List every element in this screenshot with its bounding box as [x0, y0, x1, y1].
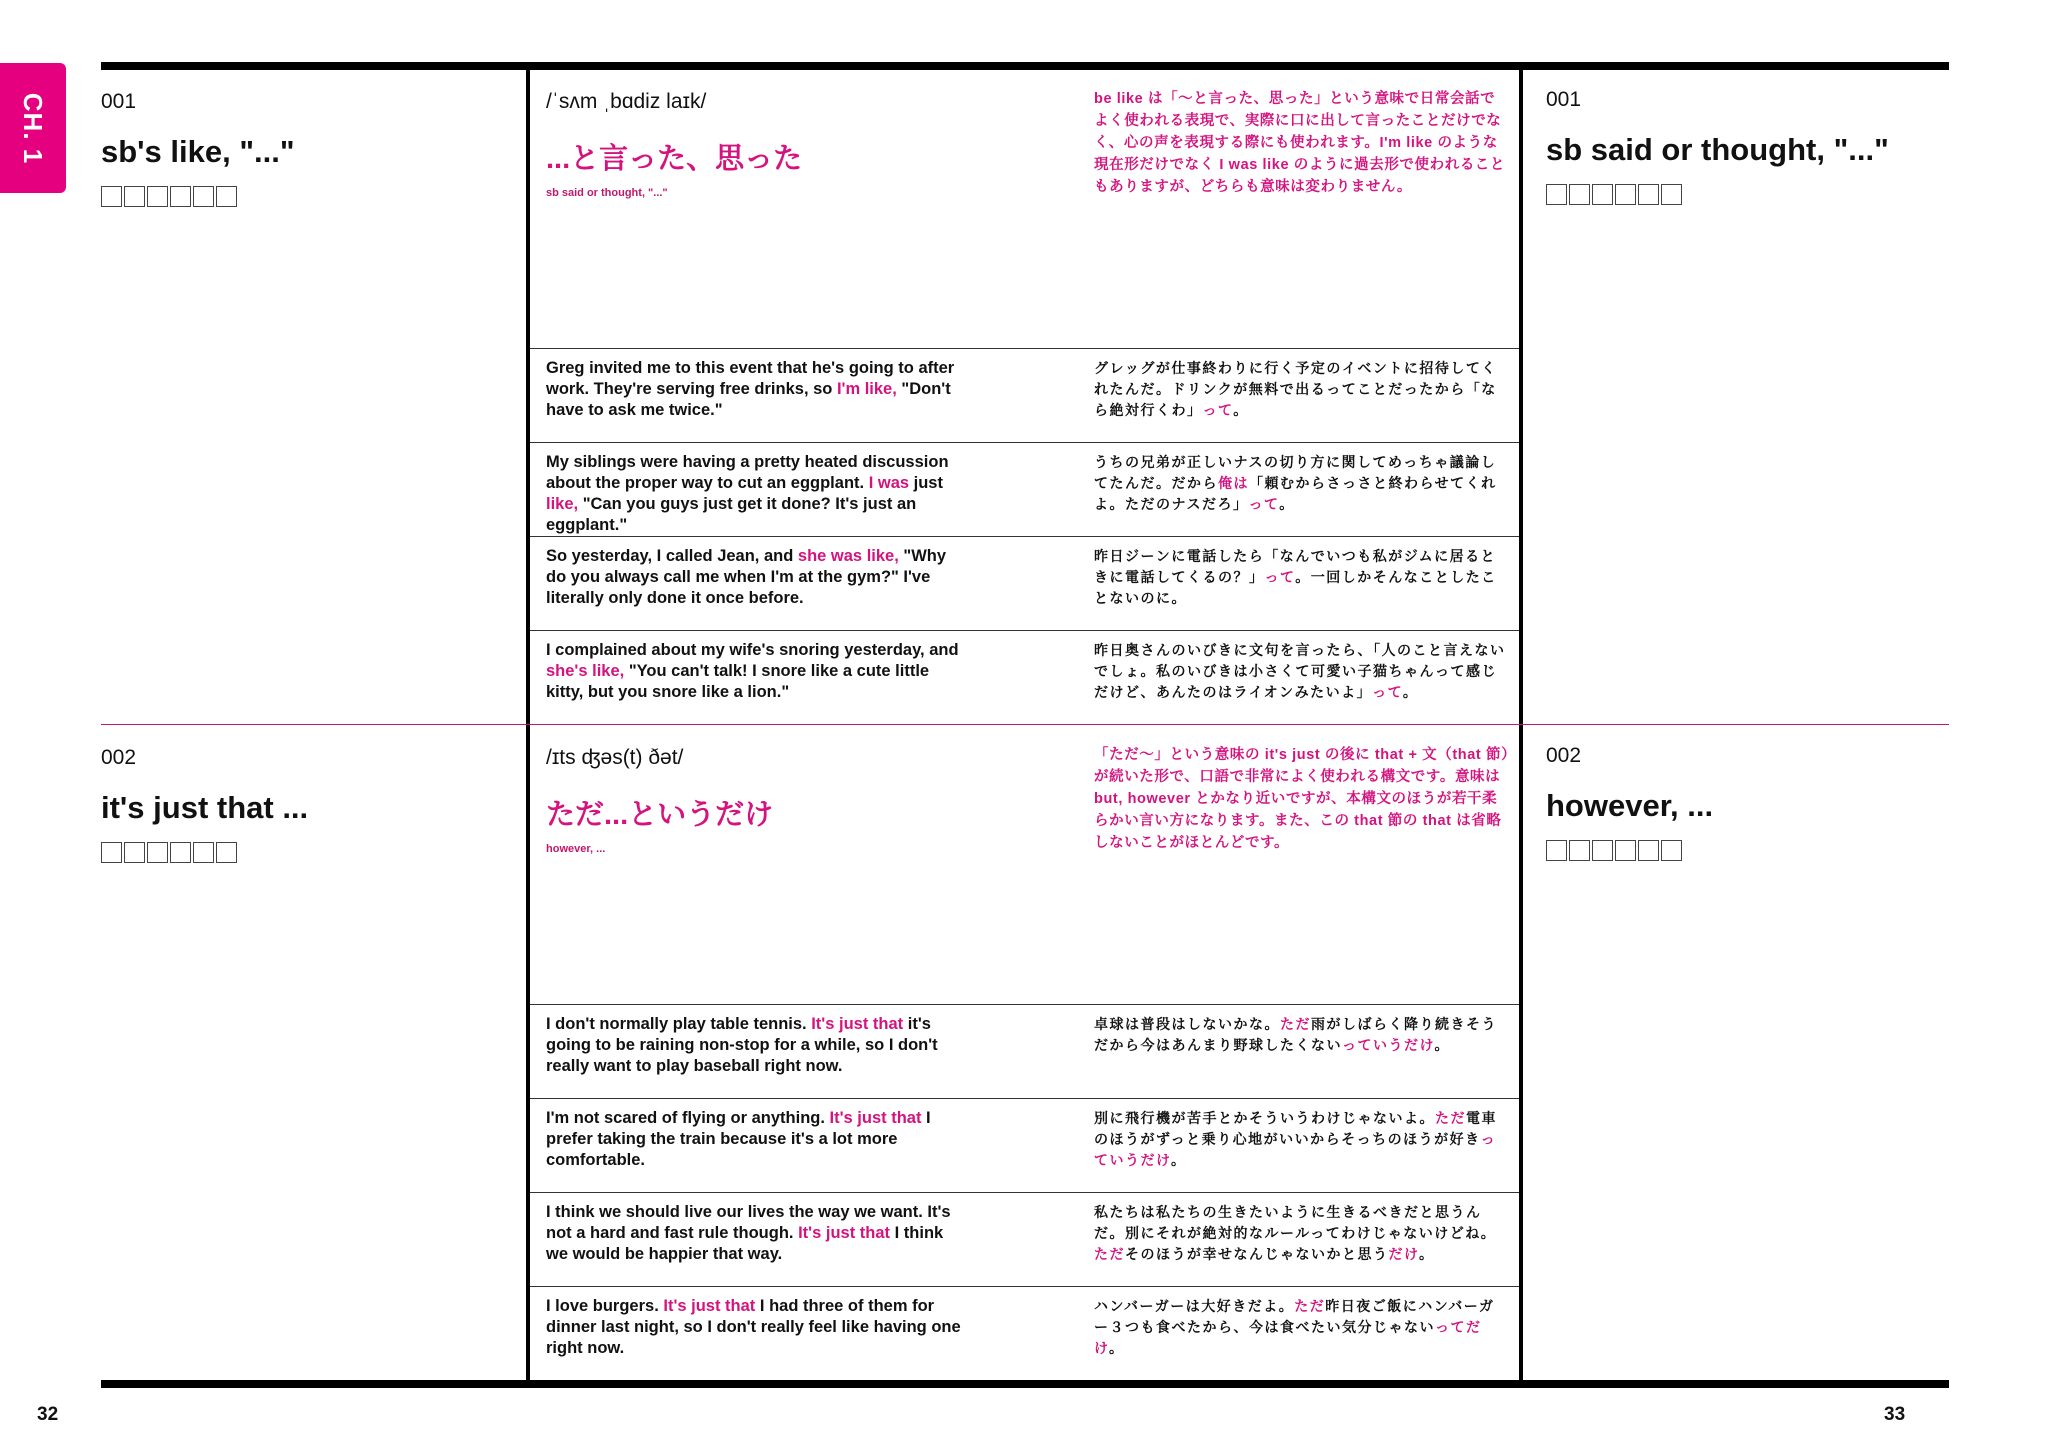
- review-checkbox[interactable]: [1592, 840, 1613, 861]
- text-run: うちの兄弟が正しいナスの切り方に関してめっちゃ議論してたんだ。だから: [1094, 454, 1497, 491]
- highlighted-phrase: It's just that: [663, 1297, 756, 1315]
- text-run: グレッグが仕事終わりに行く予定のイベントに招待してくれたんだ。ドリンクが無料で出るってことだったから「なら絶対行くわ」: [1094, 360, 1497, 418]
- top-rule: [101, 62, 1949, 70]
- text-run: "Why do you always call me when I'm at the gym?" I've literally only done it once before.: [546, 547, 947, 607]
- highlighted-phrase: I was: [868, 474, 910, 492]
- text-run: 卓球は普段はしないかな。: [1094, 1016, 1280, 1032]
- review-checkbox[interactable]: [1615, 840, 1636, 861]
- review-checkbox[interactable]: [101, 186, 122, 207]
- example-japanese: [1094, 546, 1509, 609]
- text-run: 。: [1279, 496, 1295, 512]
- entry-001-right: [1546, 88, 1889, 205]
- review-checkbox[interactable]: [147, 186, 168, 207]
- review-checkbox[interactable]: [216, 842, 237, 863]
- japanese-meaning: ...と言った、思った: [546, 143, 803, 175]
- entry-number: 001: [1546, 88, 1582, 111]
- review-checkbox[interactable]: [1661, 184, 1682, 205]
- text-run: 。: [1170, 1152, 1187, 1168]
- review-checkbox[interactable]: [124, 186, 145, 207]
- text-run: 別に飛行機が苦手とかそういうわけじゃないよ。: [1094, 1110, 1435, 1126]
- review-checkbox[interactable]: [1661, 840, 1682, 861]
- example-english: [546, 640, 966, 703]
- text-run: I had three of them for dinner last night, so I don't really feel like having one right now.: [546, 1297, 961, 1357]
- example-row: [530, 442, 1519, 536]
- review-checkbox[interactable]: [1615, 184, 1636, 205]
- text-run: I think we should live our lives the way we want. It's not a hard and fast rule though.: [546, 1203, 951, 1242]
- review-checkbox[interactable]: [1569, 840, 1590, 861]
- review-checkbox[interactable]: [1638, 840, 1659, 861]
- entry-002-right: [1546, 744, 1713, 861]
- entry-number: 001: [101, 90, 137, 113]
- example-english: [546, 546, 966, 609]
- example-row: [530, 1192, 1519, 1286]
- entry-002-left: [101, 746, 308, 863]
- text-run: ハンバーガーは大好きだよ。: [1094, 1298, 1295, 1314]
- highlighted-phrase: It's just that: [811, 1015, 904, 1033]
- example-english: [546, 1202, 966, 1265]
- text-run: 昨日夜ご飯にハンバーガー３つも食べたから、今は食べたい気分じゃない: [1094, 1298, 1495, 1335]
- text-run: My siblings were having a pretty heated discussion about the proper way to cut an eggplant.: [546, 453, 949, 492]
- highlighted-phrase: っていうだけ: [1342, 1037, 1435, 1053]
- example-row: [530, 536, 1519, 630]
- text-run: 昨日奥さんのいびきに文句を言ったら、「人のこと言えないでしょ。私のいびきは小さくて可愛い子猫ちゃんって感じだけど、あんたのはライオンみたいよ」: [1094, 642, 1506, 700]
- example-japanese: [1094, 358, 1509, 421]
- highlighted-phrase: ただ: [1294, 1298, 1326, 1314]
- example-japanese: [1094, 1108, 1509, 1171]
- page-number-left: 32: [37, 1404, 59, 1425]
- text-run: I complained about my wife's snoring yesterday, and: [546, 641, 959, 659]
- highlighted-phrase: って: [1202, 402, 1234, 418]
- text-run: "You can't talk! I snore like a cute little kitty, but you snore like a lion.": [546, 662, 930, 701]
- text-run: "Can you guys just get it done? It's just an eggplant.": [546, 495, 917, 534]
- highlighted-phrase: だけ: [1388, 1246, 1419, 1262]
- text-run: 雨がしばらく降り続きそうだから今はあんまり野球したくない: [1094, 1016, 1497, 1053]
- chapter-tab: [0, 63, 66, 193]
- text-run: 。: [1434, 1037, 1450, 1053]
- highlighted-phrase: っていうだけ: [1094, 1131, 1497, 1168]
- highlighted-phrase: she's like,: [546, 662, 625, 680]
- highlighted-phrase: ただ: [1094, 1246, 1125, 1262]
- text-run: just: [909, 474, 943, 492]
- review-checkbox[interactable]: [193, 842, 214, 863]
- usage-note: be like は「〜と言った、思った」という意味で日常会話でよく使われる表現で、実際に口に出して言ったことだけでなく、心の声を表現する際にも使われます。I'm like のような現在形だけでなく I was like のように過去形で使われることもありますが、どちらも意味は変わりません。: [1094, 91, 1506, 195]
- example-english: [546, 1014, 966, 1077]
- text-run: 「頼むからさっさと終わらせてくれよ。ただのナスだろ」: [1094, 475, 1497, 512]
- text-run: So yesterday, I called Jean, and: [546, 547, 798, 565]
- highlighted-phrase: ただ: [1435, 1110, 1466, 1126]
- entry-meaning-title: however, ...: [1546, 788, 1714, 823]
- example-row: [530, 630, 1519, 724]
- text-run: 。一回しかそんなことしたことないのに。: [1094, 569, 1497, 606]
- entry-002-header: [546, 746, 1066, 855]
- review-checkbox[interactable]: [1546, 184, 1567, 205]
- review-checkboxes: [1546, 840, 1713, 861]
- review-checkbox[interactable]: [124, 842, 145, 863]
- bottom-rule: [101, 1380, 1949, 1388]
- text-run: 。: [1108, 1340, 1125, 1356]
- example-japanese: [1094, 452, 1509, 515]
- review-checkboxes: [101, 842, 308, 863]
- review-checkbox[interactable]: [170, 842, 191, 863]
- highlighted-phrase: I'm like,: [836, 380, 897, 398]
- example-japanese: [1094, 640, 1509, 703]
- example-japanese: [1094, 1296, 1509, 1359]
- entry-phrase-title: it's just that ...: [101, 790, 309, 825]
- highlighted-phrase: she was like,: [797, 547, 899, 565]
- english-meaning: sb said or thought, "...": [546, 187, 668, 199]
- highlighted-phrase: 俺は: [1218, 475, 1249, 491]
- review-checkboxes: [101, 186, 295, 207]
- review-checkbox[interactable]: [1546, 840, 1567, 861]
- text-run: 昨日ジーンに電話したら「なんでいつも私がジムに居るときに電話してくるの？」: [1094, 548, 1497, 585]
- highlighted-phrase: って: [1248, 496, 1280, 512]
- review-checkbox[interactable]: [216, 186, 237, 207]
- review-checkbox[interactable]: [193, 186, 214, 207]
- entry-phrase-title: sb's like, "...": [101, 134, 295, 169]
- highlighted-phrase: ってだけ: [1094, 1319, 1482, 1356]
- highlighted-phrase: It's just that: [829, 1109, 922, 1127]
- highlighted-phrase: って: [1372, 684, 1403, 700]
- example-english: [546, 1108, 966, 1171]
- example-english: [546, 1296, 966, 1359]
- review-checkbox[interactable]: [1638, 184, 1659, 205]
- review-checkbox[interactable]: [101, 842, 122, 863]
- text-run: 。: [1402, 684, 1419, 700]
- review-checkbox[interactable]: [170, 186, 191, 207]
- text-run: I think we would be happier that way.: [546, 1224, 944, 1263]
- review-checkbox[interactable]: [1592, 184, 1613, 205]
- entry-001-left: [101, 90, 295, 207]
- entry-number: 002: [1546, 744, 1582, 767]
- entry-meaning-title: sb said or thought, "...": [1546, 132, 1889, 167]
- usage-note: 「ただ〜」という意味の it's just の後に that + 文（that 節）が続いた形で、口語で非常によく使われる構文です。意味は but, however とかなり近いですが、本構文のほうが若干柔らかい言い方になります。また、この that 節の that は省略しないことがほとんどです。: [1094, 747, 1509, 851]
- text-run: "Don't have to ask me twice.": [546, 380, 951, 419]
- text-run: I prefer taking the train because it's a lot more comfortable.: [546, 1109, 931, 1169]
- pronunciation-ipa: /ˈsʌm ˌbɑdiz laɪk/: [546, 90, 707, 113]
- page-number-right: 33: [1884, 1404, 1906, 1425]
- text-run: そのほうが幸せなんじゃないかと思う: [1125, 1246, 1389, 1262]
- highlighted-phrase: って: [1264, 569, 1296, 585]
- pronunciation-ipa: /ɪts ʤəs(t) ðət/: [546, 746, 684, 769]
- english-meaning: however, ...: [546, 843, 606, 855]
- text-run: 。: [1233, 402, 1249, 418]
- review-checkbox[interactable]: [1569, 184, 1590, 205]
- text-run: I love burgers.: [546, 1297, 664, 1315]
- review-checkbox[interactable]: [147, 842, 168, 863]
- text-run: Greg invited me to this event that he's going to after work. They're serving free drinks, so: [546, 359, 955, 398]
- middle-column-right-border: [1519, 66, 1523, 1384]
- example-japanese: [1094, 1202, 1509, 1265]
- highlighted-phrase: like,: [546, 495, 579, 513]
- example-row: [530, 1098, 1519, 1192]
- highlighted-phrase: ただ: [1280, 1016, 1311, 1032]
- chapter-tab-label: CH. 1: [18, 92, 49, 164]
- japanese-meaning: ただ...というだけ: [546, 799, 774, 831]
- text-run: it's going to be raining non-stop for a while, so I don't really want to play baseball right now.: [546, 1015, 938, 1075]
- review-checkboxes: [1546, 184, 1889, 205]
- example-english: [546, 358, 966, 421]
- entry-separator: [101, 724, 1949, 725]
- example-row: [530, 1004, 1519, 1098]
- text-run: I don't normally play table tennis.: [546, 1015, 812, 1033]
- example-row: [530, 1286, 1519, 1380]
- entry-number: 002: [101, 746, 137, 769]
- example-english: [546, 452, 966, 536]
- text-run: I'm not scared of flying or anything.: [546, 1109, 830, 1127]
- text-run: 私たちは私たちの生きたいように生きるべきだと思うんだ。別にそれが絶対的なルールってわけじゃないけどね。: [1094, 1204, 1497, 1241]
- text-run: 。: [1418, 1246, 1435, 1262]
- example-row: [530, 348, 1519, 442]
- entry-001-header: [546, 90, 1066, 199]
- text-run: 電車のほうがずっと乗り心地がいいからそっちのほうが好き: [1094, 1110, 1497, 1147]
- example-japanese: [1094, 1014, 1509, 1056]
- highlighted-phrase: It's just that: [798, 1224, 891, 1242]
